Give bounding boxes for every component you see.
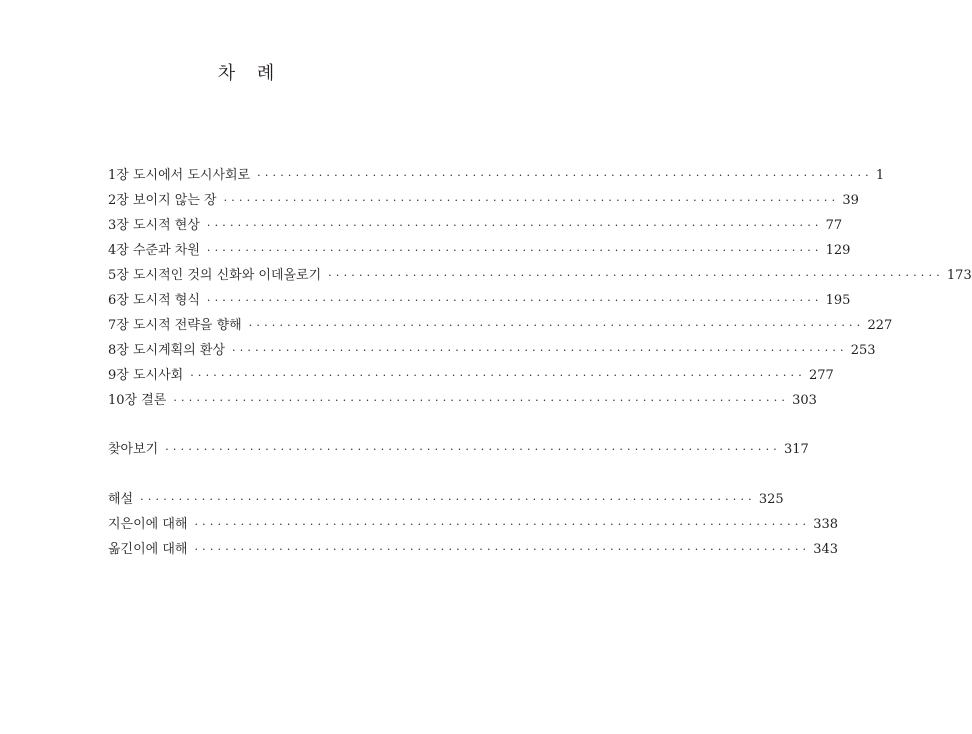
toc-leader-dots: ················································································ [206,294,823,307]
page-title: 차 례 [217,63,283,84]
toc-leader-dots: ················································································ [173,394,790,407]
toc-entry[interactable] [108,363,834,388]
toc-leader-dots: ················································································ [140,493,756,506]
toc-leader-dots: ················································································ [248,319,865,332]
toc-leader-dots: ················································································ [165,443,781,456]
toc-entry[interactable] [108,238,851,263]
toc-entry-label: 6장 도시적 형식 [108,293,200,308]
toc-entry[interactable] [108,487,784,512]
toc-entry-label: 9장 도시사회 [108,368,184,383]
toc-entry-label: 3장 도시적 현상 [108,218,200,233]
toc-entry[interactable] [108,537,839,562]
toc-entry[interactable] [108,338,876,363]
toc-entry[interactable] [108,163,885,188]
toc-entry-label: 5장 도시적인 것의 신화와 이데올로기 [108,268,322,283]
toc-entry-page: 325 [758,492,784,507]
toc-leader-dots: ················································································ [206,219,823,232]
toc-entry-page: 173 [946,268,972,283]
toc-leader-dots: ················································································ [232,344,848,357]
toc-entry-page: 338 [813,517,839,532]
toc-leader-dots: ················································································ [206,244,823,257]
toc-entry-page: 303 [792,393,817,408]
toc-leader-dots: ················································································ [194,518,811,531]
toc-entry[interactable] [108,288,851,313]
toc-entry-page: 343 [813,542,839,557]
toc-leader-dots: ················································································ [190,369,806,382]
toc-entry-page: 129 [825,243,851,258]
toc-entry-label: 2장 보이지 않는 장 [108,193,217,208]
toc-entry-label: 1장 도시에서 도시사회로 [108,168,251,183]
toc-entry-page: 39 [842,193,859,208]
toc-entry[interactable] [108,213,843,238]
toc-entry-label: 7장 도시적 전략을 향해 [108,318,242,333]
toc-chapters [108,163,972,413]
toc-entry-page: 253 [850,343,876,358]
toc-entry-label: 8장 도시계획의 환상 [108,343,225,358]
toc-index [108,437,809,462]
toc-entry-label: 찾아보기 [108,442,159,457]
toc-entry[interactable] [108,263,972,288]
toc-entry[interactable] [108,188,859,213]
toc-leader-dots: ················································································ [194,543,811,556]
toc-entry-page: 195 [825,293,851,308]
toc-entry-page: 317 [783,442,809,457]
toc-entry-label: 지은이에 대해 [108,517,188,532]
toc-leader-dots: ················································································ [257,169,873,182]
toc-entry-label: 4장 수준과 차원 [108,243,200,258]
toc-entry-label: 옮긴이에 대해 [108,542,188,557]
toc-back-matter [108,487,839,562]
toc-entry-label: 해설 [108,492,134,507]
toc-entry[interactable] [108,388,817,413]
toc-entry[interactable] [108,512,839,537]
toc-leader-dots: ················································································ [328,269,944,282]
toc-entry[interactable] [108,313,893,338]
toc-entry-label: 10장 결론 [108,393,167,408]
toc-entry-page: 1 [875,168,885,183]
toc-entry-page: 77 [825,218,843,233]
toc-entry-page: 277 [808,368,834,383]
toc-leader-dots: ················································································ [223,194,840,207]
toc-entry[interactable] [108,437,809,462]
toc-entry-page: 227 [867,318,893,333]
